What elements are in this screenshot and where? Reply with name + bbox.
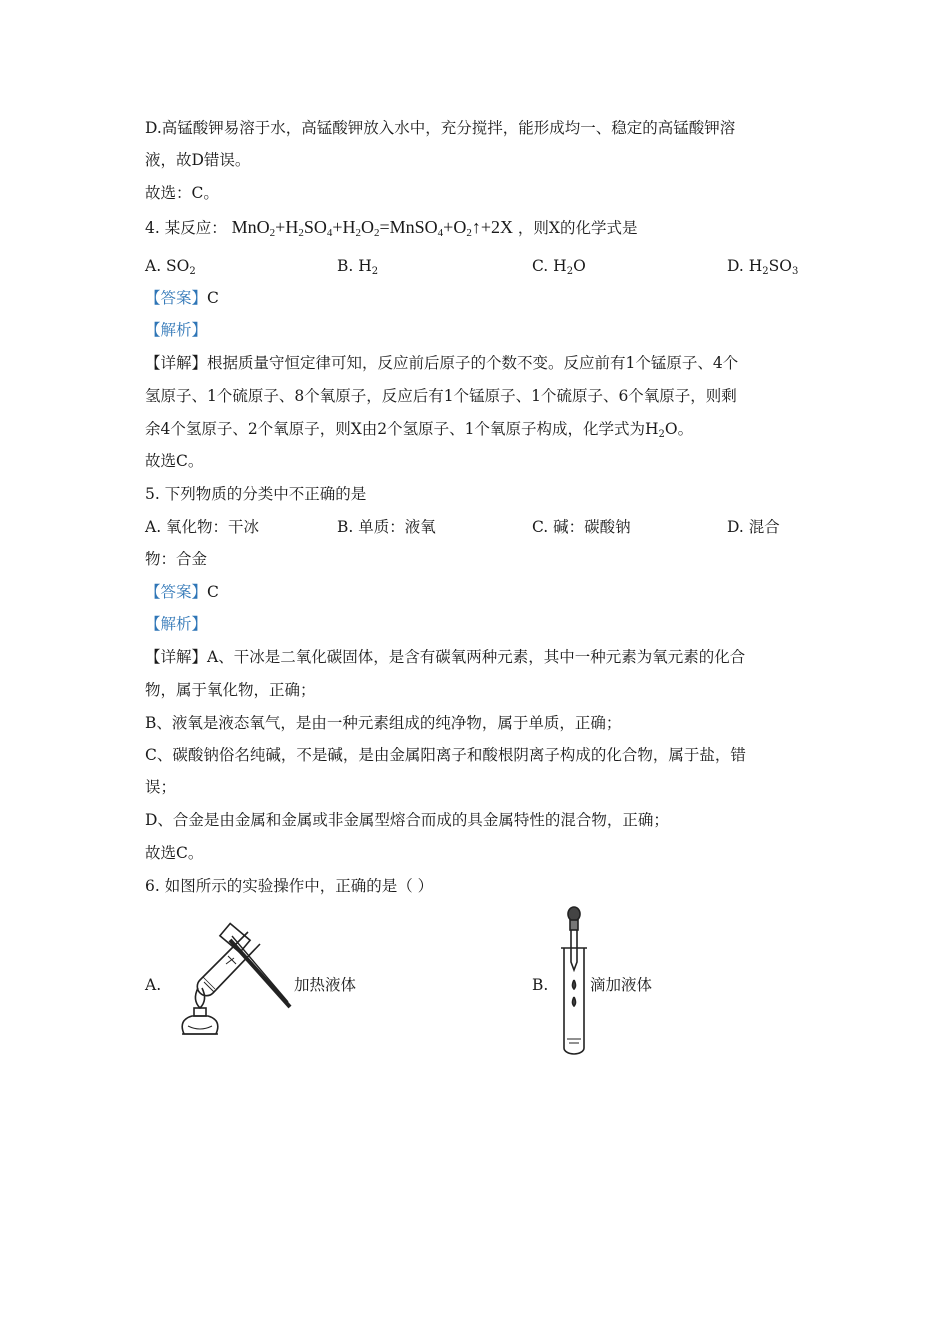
q6-option-b-letter: B. <box>532 976 549 994</box>
text-line: D.高锰酸钾易溶于水，高锰酸钾放入水中，充分搅拌，能形成均一、稳定的高锰酸钾溶 <box>145 119 736 137</box>
gas-arrow-icon: ↑ <box>471 217 481 237</box>
q5-detail: 物，属于氧化物，正确； <box>145 681 316 699</box>
text-line: 液，故D错误。 <box>145 151 251 169</box>
q6-option-b-label: 滴加液体 <box>590 976 653 994</box>
q4-detail: 氢原子、1个硫原子、8个氧原子，反应后有1个锰原子、1个硫原子、6个氧原子，则剩 <box>145 387 737 405</box>
q5-detail: B、液氧是液态氧气，是由一种元素组成的纯净物，属于单质，正确； <box>145 714 622 732</box>
q5-option-d-cont: 物：合金 <box>145 550 208 568</box>
q5-option-a: A. 氧化物：干冰 <box>145 518 260 536</box>
q5-option-b: B. 单质：液氧 <box>337 518 436 536</box>
q4-option-a: A. $SO_2$ <box>145 257 196 277</box>
q4-choose: 故选C。 <box>145 452 204 470</box>
q5-detail: D、合金是由金属和金属或非金属型熔合而成的具金属特性的混合物，正确； <box>145 811 669 829</box>
q6-option-a-letter: A. <box>145 976 162 994</box>
q5-answer: 【答案】C <box>145 583 219 601</box>
q4-answer: 【答案】C <box>145 289 219 307</box>
q4-option-c: C. $H_2O$ <box>532 257 586 277</box>
heating-liquid-icon <box>170 922 295 1047</box>
q5-analysis-tag: 【解析】 <box>145 615 208 633</box>
q6-option-a-label: 加热液体 <box>294 976 357 994</box>
q4-detail: 余4个氢原子、2个氧原子，则X由2个氢原子、1个氧原子构成，化学式为$H_2O$。 <box>145 420 694 440</box>
q4-analysis-tag: 【解析】 <box>145 321 208 339</box>
q5-option-d: D. 混合 <box>727 518 780 536</box>
q5-option-c: C. 碱：碳酸钠 <box>532 518 631 536</box>
q5-detail: C、碳酸钠俗名纯碱，不是碱，是由金属阳离子和酸根阴离子构成的化合物，属于盐，错 <box>145 746 746 764</box>
question-5-stem: 5. 下列物质的分类中不正确的是 <box>145 485 367 503</box>
q4-option-d: D. $H_2SO_3$ <box>727 257 799 277</box>
q5-detail: 误； <box>145 778 177 796</box>
dropper-test-tube-icon <box>556 904 592 1056</box>
question-4-stem: 4. 某反应： $MnO_2+H_2SO_4+H_2O_2=MnSO_4+O_2↑+2X$ ，则X的化学式是 <box>145 217 638 239</box>
q4-detail: 【详解】根据质量守恒定律可知，反应前后原子的个数不变。反应前有1个锰原子、4个 <box>145 354 739 372</box>
q5-choose: 故选C。 <box>145 844 204 862</box>
question-6-stem: 6. 如图所示的实验操作中，正确的是（ ） <box>145 877 434 895</box>
q5-detail: 【详解】A、干冰是二氧化碳固体，是含有碳氧两种元素，其中一种元素为氧元素的化合 <box>145 648 746 666</box>
text-line: 故选：C。 <box>145 184 219 202</box>
chemical-equation: $MnO_2+H_2SO_4+H_2O_2=MnSO_4+O_2↑+2X$ <box>231 217 513 239</box>
q4-option-b: B. $H_2$ <box>337 257 379 277</box>
